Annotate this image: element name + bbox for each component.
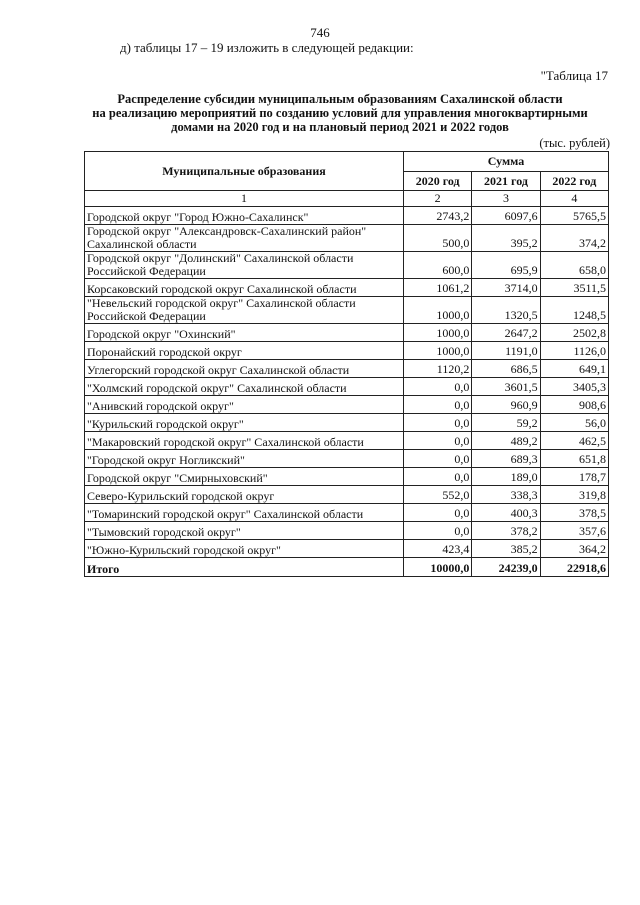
table-row bbox=[85, 522, 609, 540]
municipality-name: Городской округ "Александровск-Сахалинский район" Сахалинской области bbox=[85, 225, 404, 252]
table-row bbox=[85, 360, 609, 378]
units-label: (тыс. рублей) bbox=[539, 136, 610, 150]
table-row bbox=[85, 297, 609, 324]
municipality-name: "Южно-Курильский городской округ" bbox=[85, 540, 404, 558]
index-cell: 2 bbox=[404, 191, 472, 207]
index-cell: 3 bbox=[472, 191, 540, 207]
table-row bbox=[85, 225, 609, 252]
municipality-name: Северо-Курильский городской округ bbox=[85, 486, 404, 504]
value-2020: 1061,2 bbox=[404, 279, 472, 297]
table-row bbox=[85, 207, 609, 225]
municipality-name: Городской округ "Город Южно-Сахалинск" bbox=[85, 207, 404, 225]
value-2021: 395,2 bbox=[472, 225, 540, 252]
value-2021: 3714,0 bbox=[472, 279, 540, 297]
municipality-name: Углегорский городской округ Сахалинской области bbox=[85, 360, 404, 378]
table-row bbox=[85, 396, 609, 414]
document-title bbox=[60, 92, 620, 134]
value-2021: 59,2 bbox=[472, 414, 540, 432]
value-2021: 6097,6 bbox=[472, 207, 540, 225]
value-2021: 960,9 bbox=[472, 396, 540, 414]
municipality-name: "Анивский городской округ" bbox=[85, 396, 404, 414]
table-row bbox=[85, 279, 609, 297]
title-line: на реализацию мероприятий по созданию условий для управления многоквартирными bbox=[92, 106, 588, 120]
total-2022: 22918,6 bbox=[540, 558, 608, 577]
municipality-name: "Тымовский городской округ" bbox=[85, 522, 404, 540]
value-2022: 2502,8 bbox=[540, 324, 608, 342]
value-2022: 357,6 bbox=[540, 522, 608, 540]
value-2022: 462,5 bbox=[540, 432, 608, 450]
value-2020: 0,0 bbox=[404, 396, 472, 414]
value-2022: 649,1 bbox=[540, 360, 608, 378]
intro-text: д) таблицы 17 – 19 изложить в следующей редакции: bbox=[120, 40, 414, 55]
column-index-row bbox=[85, 191, 609, 207]
municipality-name: Городской округ "Смирныховский" bbox=[85, 468, 404, 486]
value-2022: 658,0 bbox=[540, 252, 608, 279]
value-2021: 686,5 bbox=[472, 360, 540, 378]
subsidy-table bbox=[84, 151, 609, 577]
value-2021: 378,2 bbox=[472, 522, 540, 540]
index-cell: 1 bbox=[85, 191, 404, 207]
municipality-name: "Курильский городской округ" bbox=[85, 414, 404, 432]
value-2020: 1000,0 bbox=[404, 342, 472, 360]
value-2020: 0,0 bbox=[404, 450, 472, 468]
table-row bbox=[85, 324, 609, 342]
title-line: Распределение субсидии муниципальным образованиям Сахалинской области bbox=[117, 92, 563, 106]
value-2021: 385,2 bbox=[472, 540, 540, 558]
year-header-2020: 2020 год bbox=[404, 172, 472, 191]
value-2022: 1248,5 bbox=[540, 297, 608, 324]
table-row bbox=[85, 540, 609, 558]
value-2022: 5765,5 bbox=[540, 207, 608, 225]
table-row bbox=[85, 468, 609, 486]
value-2021: 400,3 bbox=[472, 504, 540, 522]
value-2020: 2743,2 bbox=[404, 207, 472, 225]
municipality-name: Корсаковский городской округ Сахалинской области bbox=[85, 279, 404, 297]
total-label: Итого bbox=[85, 558, 404, 577]
value-2021: 189,0 bbox=[472, 468, 540, 486]
municipality-name: Городской округ "Охинский" bbox=[85, 324, 404, 342]
total-row bbox=[85, 558, 609, 577]
value-2020: 1000,0 bbox=[404, 297, 472, 324]
value-2022: 908,6 bbox=[540, 396, 608, 414]
value-2021: 3601,5 bbox=[472, 378, 540, 396]
value-2020: 0,0 bbox=[404, 378, 472, 396]
table-row bbox=[85, 378, 609, 396]
value-2021: 689,3 bbox=[472, 450, 540, 468]
page-number: 746 bbox=[310, 25, 330, 40]
value-2021: 338,3 bbox=[472, 486, 540, 504]
municipality-name: "Макаровский городской округ" Сахалинской области bbox=[85, 432, 404, 450]
value-2020: 0,0 bbox=[404, 432, 472, 450]
total-2021: 24239,0 bbox=[472, 558, 540, 577]
value-2022: 378,5 bbox=[540, 504, 608, 522]
municipality-name: "Холмский городской округ" Сахалинской области bbox=[85, 378, 404, 396]
table-row bbox=[85, 450, 609, 468]
value-2022: 651,8 bbox=[540, 450, 608, 468]
table-reference: "Таблица 17 bbox=[540, 68, 608, 83]
total-2020: 10000,0 bbox=[404, 558, 472, 577]
title-line: домами на 2020 год и на плановый период 2021 и 2022 годов bbox=[171, 120, 509, 134]
table-row bbox=[85, 486, 609, 504]
value-2022: 1126,0 bbox=[540, 342, 608, 360]
value-2021: 1191,0 bbox=[472, 342, 540, 360]
year-header-2021: 2021 год bbox=[472, 172, 540, 191]
table-row bbox=[85, 342, 609, 360]
value-2020: 1120,2 bbox=[404, 360, 472, 378]
municipality-name: "Городской округ Ногликский" bbox=[85, 450, 404, 468]
value-2022: 178,7 bbox=[540, 468, 608, 486]
municipality-name: Городской округ "Долинский" Сахалинской области Российской Федерации bbox=[85, 252, 404, 279]
value-2022: 374,2 bbox=[540, 225, 608, 252]
value-2020: 600,0 bbox=[404, 252, 472, 279]
value-2021: 489,2 bbox=[472, 432, 540, 450]
value-2020: 0,0 bbox=[404, 522, 472, 540]
index-cell: 4 bbox=[540, 191, 608, 207]
table-row bbox=[85, 504, 609, 522]
value-2022: 319,8 bbox=[540, 486, 608, 504]
value-2020: 423,4 bbox=[404, 540, 472, 558]
value-2020: 552,0 bbox=[404, 486, 472, 504]
value-2020: 1000,0 bbox=[404, 324, 472, 342]
value-2022: 364,2 bbox=[540, 540, 608, 558]
value-2022: 3405,3 bbox=[540, 378, 608, 396]
value-2020: 0,0 bbox=[404, 414, 472, 432]
table-row bbox=[85, 252, 609, 279]
table-row bbox=[85, 432, 609, 450]
value-2020: 500,0 bbox=[404, 225, 472, 252]
value-2020: 0,0 bbox=[404, 504, 472, 522]
table-row bbox=[85, 414, 609, 432]
value-2022: 56,0 bbox=[540, 414, 608, 432]
value-2020: 0,0 bbox=[404, 468, 472, 486]
value-2021: 2647,2 bbox=[472, 324, 540, 342]
value-2021: 695,9 bbox=[472, 252, 540, 279]
sum-header: Сумма bbox=[404, 152, 609, 172]
municipality-name: Поронайский городской округ bbox=[85, 342, 404, 360]
year-header-2022: 2022 год bbox=[540, 172, 608, 191]
value-2021: 1320,5 bbox=[472, 297, 540, 324]
municipality-name: "Томаринский городской округ" Сахалинской области bbox=[85, 504, 404, 522]
municipality-name: "Невельский городской округ" Сахалинской области Российской Федерации bbox=[85, 297, 404, 324]
value-2022: 3511,5 bbox=[540, 279, 608, 297]
municipalities-header: Муниципальные образования bbox=[85, 152, 404, 191]
